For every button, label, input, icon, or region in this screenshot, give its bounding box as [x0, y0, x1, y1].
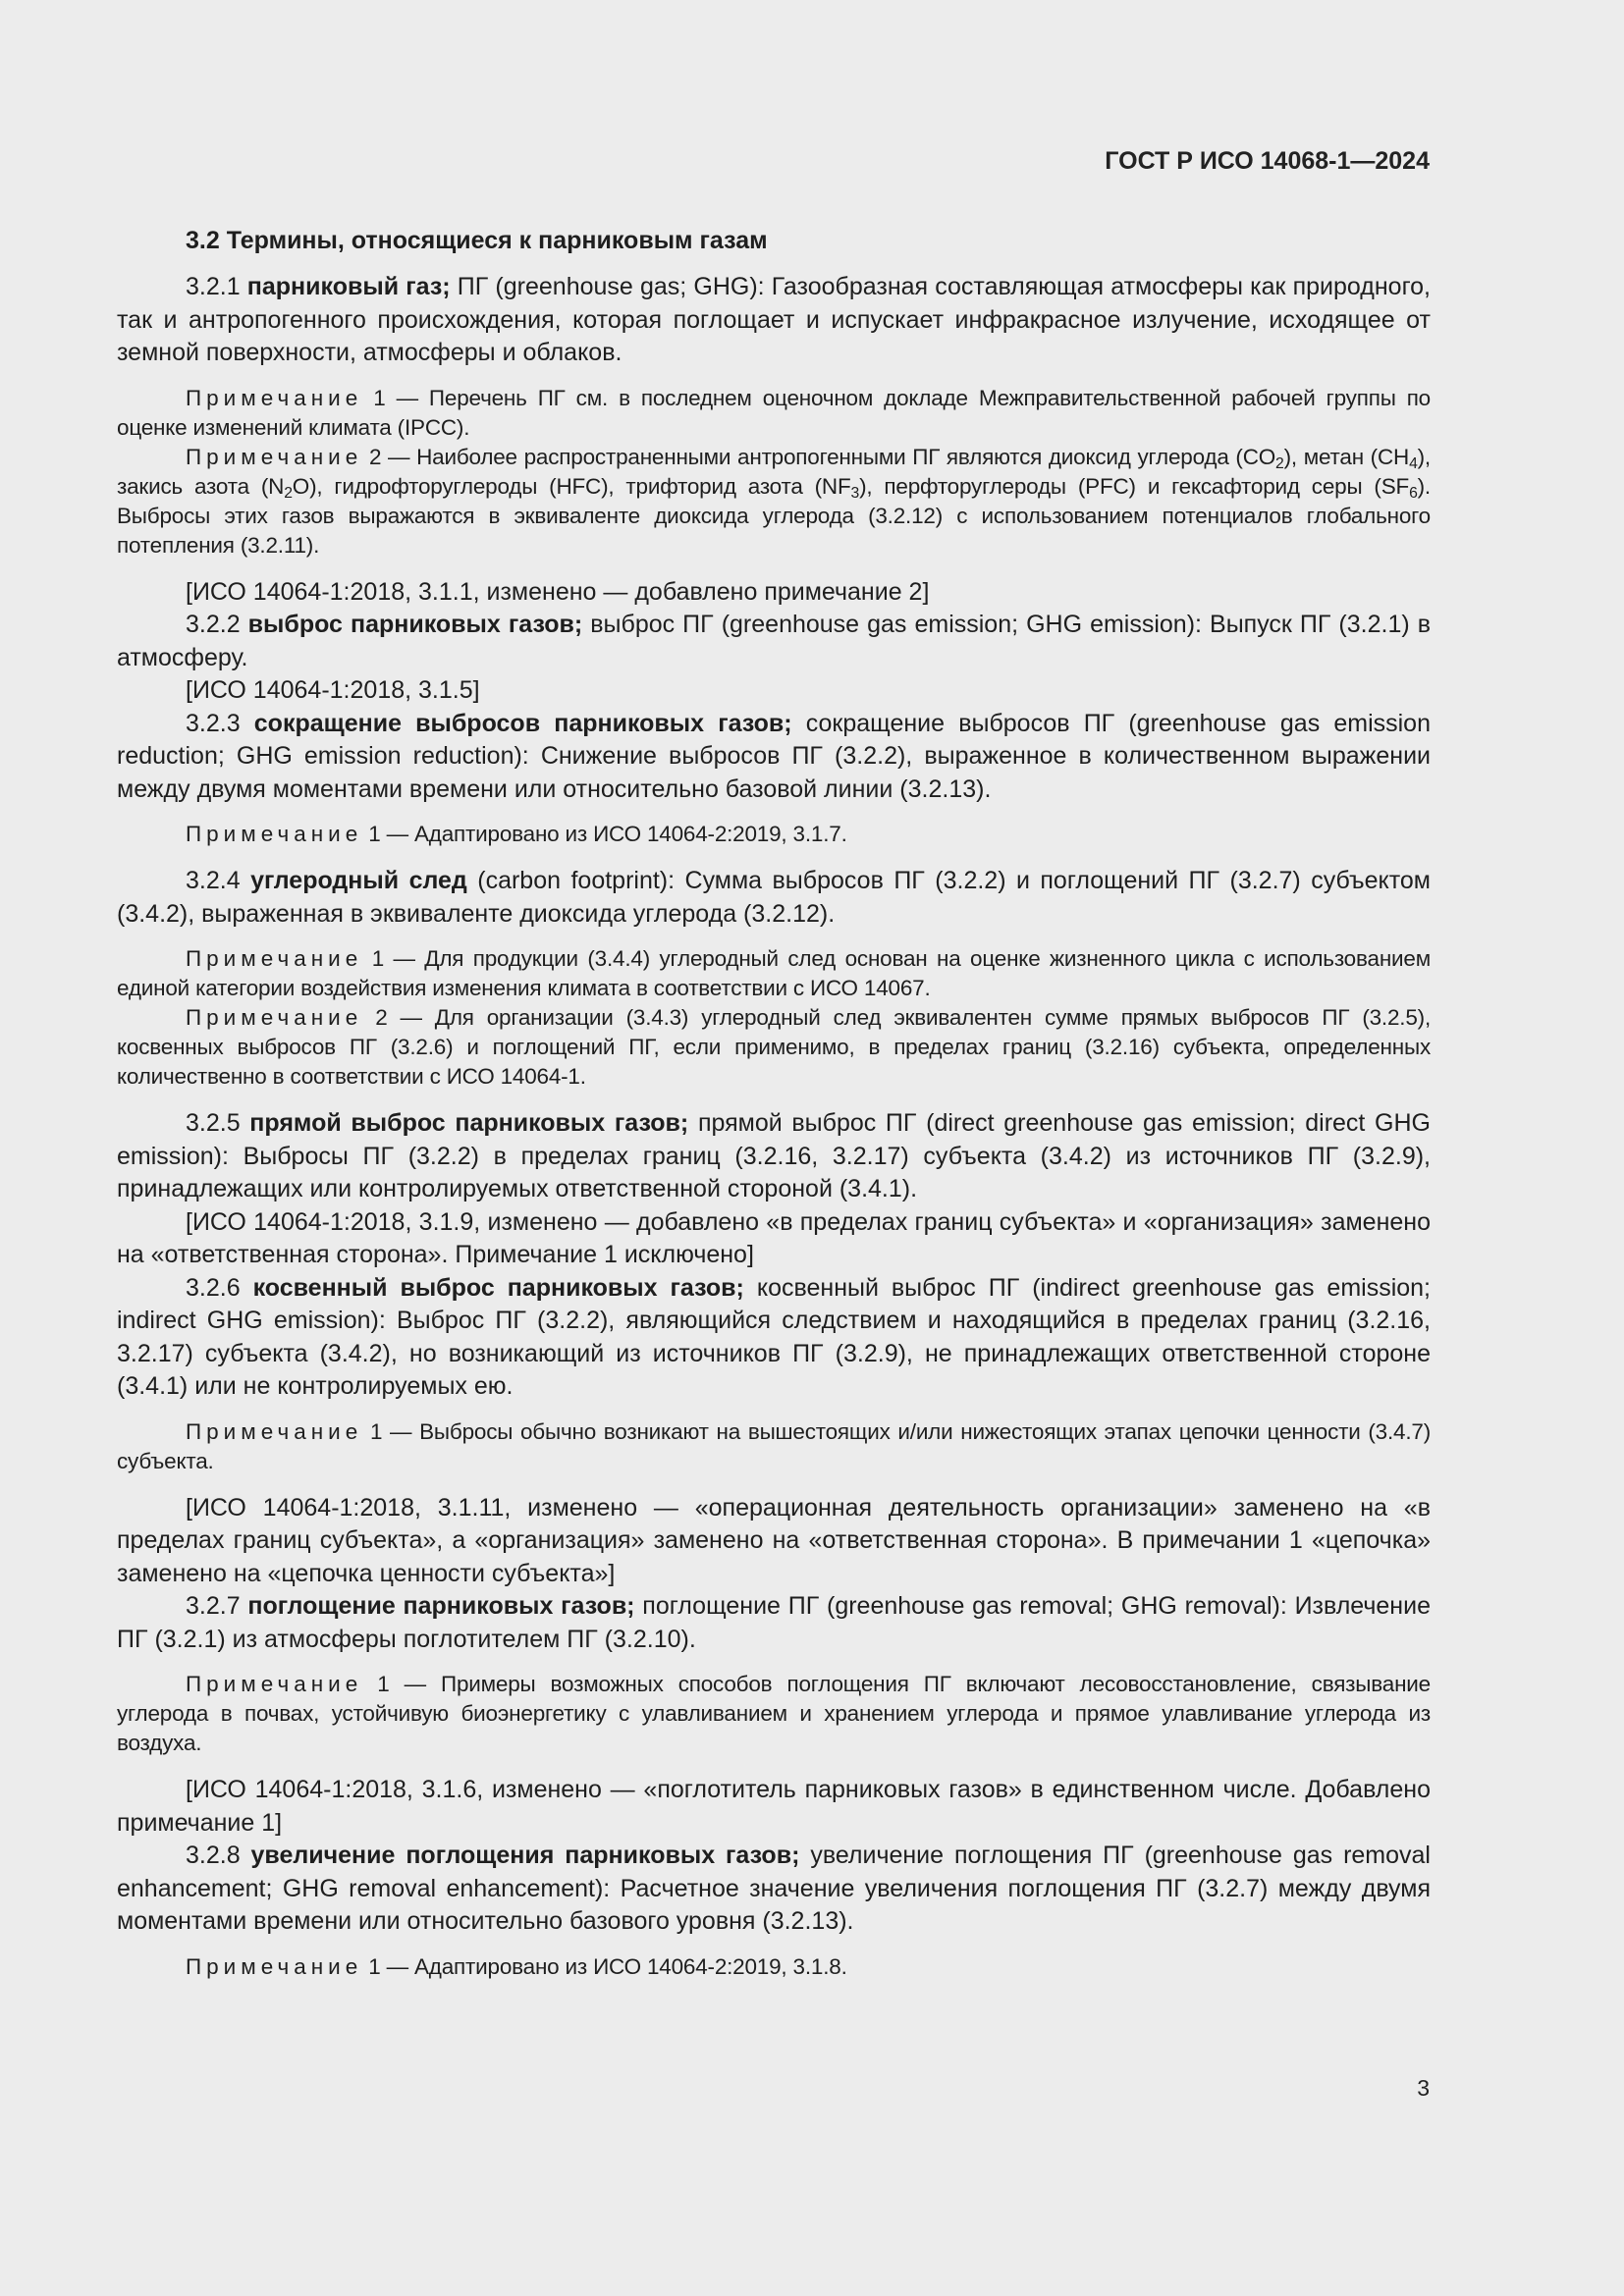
note-text: 1 — Для продукции (3.4.4) углеродный след основан на оценке жизненного цикла с использованием единой категории воздействия изменения климата в соответствии с ИСО 14067.: [117, 946, 1431, 1000]
note-text: ), метан (CH: [1283, 444, 1410, 469]
term-definition: прямой выброс ПГ (direct greenhouse gas emission; direct GHG emission): Выбросы ПГ (3.2.2) в пределах границ (3.2.16, 3.2.17) субъекта (3.4.2) из источников ПГ (3.2.9), принадлежащих или контролируемых ответственной стороной (3.4.1).: [117, 1109, 1432, 1202]
term-3-2-7: [117, 1590, 1431, 1656]
note-text: 2 — Для организации (3.4.3) углеродный след эквивалентен сумме прямых выбросов ПГ (3.2.5), косвенных выбросов ПГ (3.2.6) и поглощений ПГ, если применимо, в пределах границ (3.2.16) субъекта, определенных количественно в соответствии с ИСО 14064-1.: [117, 1005, 1431, 1089]
term-definition: ПГ (greenhouse gas; GHG): Газообразная составляющая атмосферы как природного, так и антропогенного происхождения, которая поглощает и испускает инфракрасное излучение, исходящее от земной поверхности, атмосферы и облаков.: [117, 273, 1431, 366]
note-text: 1 — Выбросы обычно возникают на вышестоящих и/или нижестоящих этапах цепочки ценности (3.4.7) субъекта.: [117, 1418, 1431, 1473]
term-3-2-3: [117, 708, 1431, 807]
source-reference: [ИСО 14064-1:2018, 3.1.1, изменено — добавлено примечание 2]: [186, 577, 930, 606]
notes-3-2-8: [117, 1952, 1431, 1982]
source-reference: [ИСО 14064-1:2018, 3.1.11, изменено — «операционная деятельность организации» заменено на «в пределах границ субъекта», а «организация» заменено на «ответственная сторона». В примечании 1 «цепочка» заменено на «цепочка ценности субъекта»]: [117, 1493, 1431, 1587]
source-reference: [ИСО 14064-1:2018, 3.1.9, изменено — добавлено «в пределах границ субъекта» и «организация» заменено на «ответственная сторона». Примечание 1 исключено]: [117, 1207, 1431, 1268]
note-2: [117, 1003, 1431, 1092]
page-content: [117, 224, 1431, 1998]
section-title: 3.2 Термины, относящиеся к парниковым газам: [186, 227, 768, 254]
note-text: 1 — Перечень ПГ см. в последнем оценочном докладе Межправительственной рабочей группы по оценке изменений климата (IPCC).: [117, 385, 1431, 440]
note-1: [117, 1670, 1431, 1758]
subscript: 2: [1275, 454, 1284, 472]
note-1: [117, 944, 1431, 1003]
term-name: увеличение поглощения парниковых газов;: [250, 1842, 800, 1869]
note-label: Примечание: [186, 444, 363, 469]
term-number: 3.2.6: [186, 1273, 241, 1302]
note-label: Примечание: [186, 1953, 363, 1979]
note-text: ), перфторуглероды (PFC) и гексафторид серы (SF: [859, 473, 1410, 499]
term-definition: косвенный выброс ПГ (indirect greenhouse gas emission; indirect GHG emission): Выброс ПГ (3.2.2), являющийся следствием и находящийся в пределах границ (3.2.16, 3.2.17) субъекта (3.4.2), но возникающий из источников ПГ (3.2.9), не принадлежащих ответственной стороне (3.4.1) или не контролируемых ею.: [117, 1273, 1432, 1400]
term-name: выброс парниковых газов;: [247, 611, 583, 638]
term-number: 3.2.8: [186, 1842, 241, 1869]
term-definition: (carbon footprint): Сумма выбросов ПГ (3.2.2) и поглощений ПГ (3.2.7) субъектом (3.4.2), выраженная в эквиваленте диоксида углерода (3.2.12).: [117, 867, 1431, 928]
note-label: Примечание: [186, 385, 363, 410]
source-reference: [ИСО 14064-1:2018, 3.1.6, изменено — «поглотитель парниковых газов» в единственном числе. Добавлено примечание 1]: [117, 1776, 1431, 1837]
notes-3-2-1: [117, 384, 1431, 561]
page-number: 3: [1417, 2075, 1430, 2101]
term-definition: выброс ПГ (greenhouse gas emission; GHG emission): Выпуск ПГ (3.2.1) в атмосферу.: [117, 611, 1431, 671]
note-label: Примечание: [186, 1418, 363, 1444]
note-text: ). Выбросы этих газов выражаются в эквиваленте диоксида углерода (3.2.12) с использованием потенциалов глобального потепления (3.2.11).: [117, 473, 1431, 558]
notes-3-2-6: [117, 1417, 1431, 1476]
notes-3-2-7: [117, 1670, 1431, 1758]
term-number: 3.2.4: [186, 867, 241, 894]
term-3-2-6: [117, 1272, 1431, 1404]
subscript: 2: [284, 484, 293, 502]
term-3-2-5: [117, 1107, 1431, 1206]
term-number: 3.2.1: [186, 273, 241, 300]
term-3-2-8: [117, 1840, 1431, 1939]
note-text: O), гидрофторуглероды (HFC), трифторид азота (NF: [292, 473, 851, 499]
note-text: 1 — Адаптировано из ИСО 14064-2:2019, 3.1.7.: [362, 822, 847, 846]
term-number: 3.2.5: [186, 1109, 241, 1137]
note-1: [117, 1952, 1431, 1982]
term-name: углеродный след: [250, 867, 467, 894]
note-text: ), закись азота (N: [117, 444, 1431, 499]
note-1: [117, 384, 1431, 443]
notes-3-2-3: [117, 820, 1431, 849]
term-3-2-2: [117, 609, 1431, 674]
note-2: [117, 443, 1431, 561]
subscript: 3: [850, 484, 860, 502]
term-3-2-4: [117, 865, 1431, 931]
document-header: ГОСТ Р ИСО 14068-1—2024: [1105, 147, 1430, 175]
term-name: поглощение парниковых газов;: [247, 1592, 635, 1620]
term-number: 3.2.2: [186, 611, 241, 638]
note-1: [117, 820, 1431, 849]
note-label: Примечание: [186, 1672, 363, 1696]
term-number: 3.2.3: [186, 709, 241, 737]
note-text: 1 — Адаптировано из ИСО 14064-2:2019, 3.1.8.: [362, 1953, 847, 1979]
term-name: прямой выброс парниковых газов;: [249, 1109, 689, 1137]
note-label: Примечание: [186, 946, 363, 971]
note-text: 2 — Наиболее распространенными антропогенными ПГ являются диоксид углерода (CO: [362, 444, 1276, 469]
subscript: 4: [1409, 454, 1418, 472]
term-name: сокращение выбросов парниковых газов;: [253, 709, 792, 737]
source-reference: [ИСО 14064-1:2018, 3.1.5]: [186, 676, 480, 704]
subscript: 6: [1409, 484, 1418, 502]
term-3-2-1: [117, 271, 1431, 370]
term-name: парниковый газ;: [246, 273, 451, 300]
notes-3-2-4: [117, 944, 1431, 1092]
term-definition: поглощение ПГ (greenhouse gas removal; GHG removal): Извлечение ПГ (3.2.1) из атмосферы поглотителем ПГ (3.2.10).: [117, 1592, 1431, 1653]
note-1: [117, 1417, 1431, 1476]
note-text: 1 — Примеры возможных способов поглощения ПГ включают лесовосстановление, связывание углерода в почвах, устойчивую биоэнергетику с улавливанием и хранением углерода и прямое улавливание углерода из воздуха.: [117, 1672, 1431, 1755]
term-number: 3.2.7: [186, 1592, 241, 1620]
term-definition: сокращение выбросов ПГ (greenhouse gas emission reduction; GHG emission reduction): Снижение выбросов ПГ (3.2.2), выраженное в количественном выражении между двумя моментами времени или относительно базовой линии (3.2.13).: [117, 709, 1431, 803]
note-label: Примечание: [186, 822, 363, 846]
term-definition: увеличение поглощения ПГ (greenhouse gas removal enhancement; GHG removal enhancement): Расчетное значение увеличения поглощения ПГ (3.2.7) между двумя моментами времени или относительно базового уровня (3.2.13).: [117, 1842, 1431, 1935]
note-label: Примечание: [186, 1005, 363, 1030]
term-name: косвенный выброс парниковых газов;: [252, 1273, 744, 1302]
